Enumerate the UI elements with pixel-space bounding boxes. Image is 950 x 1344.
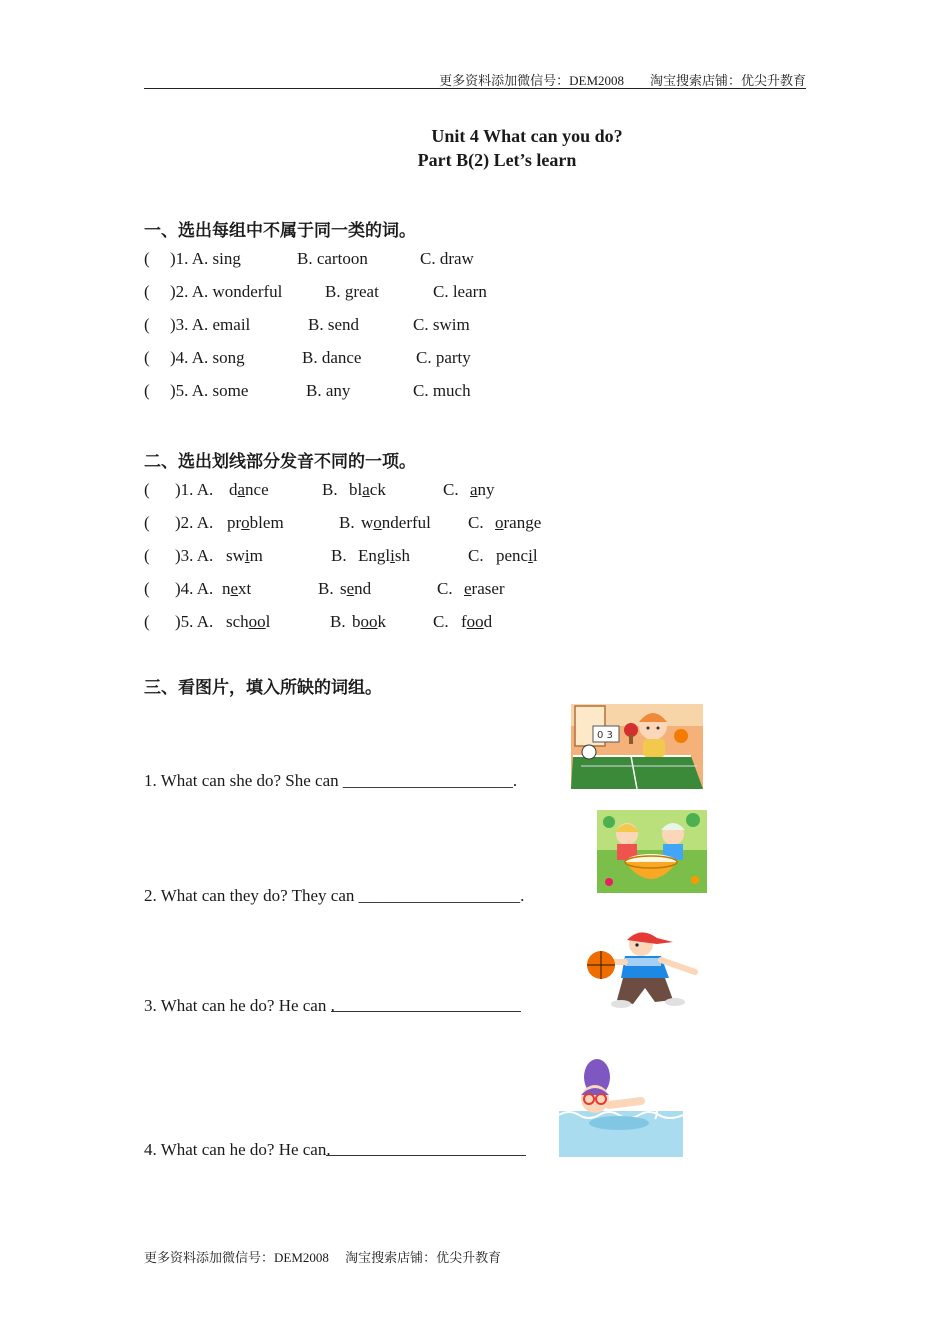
option-b: B. dance	[302, 348, 362, 367]
option-b: B. send	[308, 315, 359, 334]
option-b-word: English	[358, 546, 410, 565]
option-c-label: C.	[468, 513, 484, 532]
option-b-label: B.	[322, 480, 338, 499]
option-c: C. party	[416, 348, 471, 367]
ping-pong-picture	[571, 704, 703, 789]
option-a-word: problem	[227, 513, 284, 532]
header-note: 更多资料添加微信号：DEM2008 淘宝搜索店铺：优尖升教育	[439, 73, 806, 88]
header-divider	[144, 88, 806, 89]
option-c-label: C.	[468, 546, 484, 565]
unit-title: Unit 4 What can you do?	[431, 126, 623, 146]
option-a-word: next	[222, 579, 252, 598]
cooking-picture	[597, 810, 707, 893]
question-number: )1. A.	[175, 480, 214, 499]
swimming-picture	[559, 1059, 683, 1157]
option-b-label: B.	[330, 612, 346, 631]
section2-heading: 二、选出划线部分发音不同的一项。	[144, 452, 416, 472]
section3-heading: 三、看图片，填入所缺的词组。	[144, 678, 382, 698]
footer-note: 更多资料添加微信号：DEM2008 淘宝搜索店铺：优尖升教育	[144, 1250, 502, 1265]
lesson-subtitle: Part B(2) Let’s learn	[417, 150, 577, 170]
question-number: )4. A.	[175, 579, 214, 598]
option-b-label: B.	[339, 513, 355, 532]
option-b-label: B.	[331, 546, 347, 565]
option-c-label: C.	[433, 612, 449, 631]
question-number: )3. A.	[175, 546, 214, 565]
question-number: )3. A. email	[170, 315, 251, 334]
option-c-label: C.	[437, 579, 453, 598]
question-number: )4. A. song	[170, 348, 245, 367]
svg-text:0 3: 0 3	[597, 730, 613, 741]
option-b-label: B.	[318, 579, 334, 598]
option-a-word: school	[226, 612, 271, 631]
question-number: )2. A.	[175, 513, 214, 532]
option-c-word: food	[461, 612, 493, 631]
option-c-word: eraser	[464, 579, 505, 598]
question-number: )5. A. some	[170, 381, 249, 400]
option-b-word: wonderful	[361, 513, 431, 532]
option-c: C. swim	[413, 315, 470, 334]
question-number: )1. A. sing	[170, 249, 241, 268]
option-c: C. much	[413, 381, 471, 400]
section1-heading: 一、选出每组中不属于同一类的词。	[144, 221, 416, 241]
option-b-word: book	[352, 612, 386, 631]
question-number: )2. A. wonderful	[170, 282, 283, 301]
option-b: B. any	[306, 381, 351, 400]
option-c-word: orange	[495, 513, 542, 532]
question-number: )5. A.	[175, 612, 214, 631]
option-b: B. cartoon	[297, 249, 368, 268]
option-c-label: C.	[443, 480, 459, 499]
option-b: B. great	[325, 282, 379, 301]
option-a-word: dance	[229, 480, 269, 499]
option-c-word: pencil	[496, 546, 538, 565]
option-c-word: any	[470, 480, 495, 499]
option-c: C. draw	[420, 249, 474, 268]
option-b-word: send	[340, 579, 372, 598]
option-c: C. learn	[433, 282, 487, 301]
option-a-word: swim	[226, 546, 263, 565]
basketball-picture	[577, 928, 707, 1010]
option-b-word: black	[349, 480, 386, 499]
